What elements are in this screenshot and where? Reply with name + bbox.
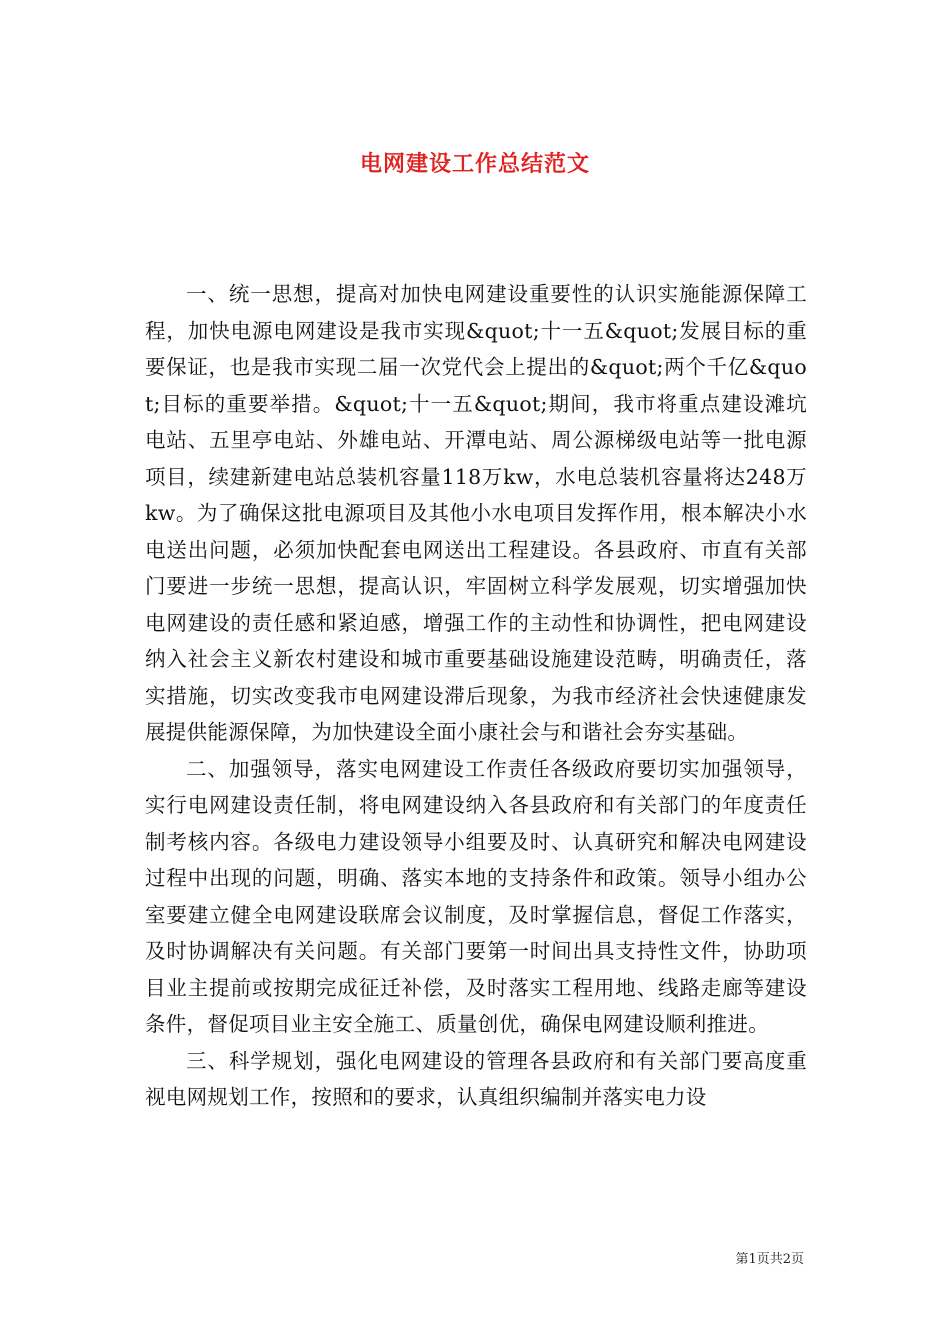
document-body	[145, 276, 807, 1116]
paragraph-3: 三、科学规划，强化电网建设的管理各县政府和有关部门要高度重视电网规划工作，按照和的要求，认真组织编制并落实电力设	[145, 1048, 807, 1109]
page-title: 电网建设工作总结范文	[359, 150, 590, 177]
paragraph-1: 一、统一思想，提高对加快电网建设重要性的认识实施能源保障工程，加快电源电网建设是我市实现&quot;十一五&quot;发展目标的重要保证，也是我市实现二届一次党代会上提出的&quot;两个千亿&quot;目标的重要举措。&quot;十一五&quot;期间，我市将重点建设滩坑电站、五里亭电站、外雄电站、开潭电站、周公源梯级电站等一批电源项目，续建新建电站总装机容量118万kw，水电总装机容量将达248万kw。为了确保这批电源项目及其他小水电项目发挥作用，根本解决小水电送出问题，必须加快配套电网送出工程建设。各县政府、市直有关部门要进一步统一思想，提高认识，牢固树立科学发展观，切实增强加快电网建设的责任感和紧迫感，增强工作的主动性和协调性，把电网建设纳入社会主义新农村建设和城市重要基础设施建设范畴，明确责任，落实措施，切实改变我市电网建设滞后现象，为我市经济社会快速健康发展提供能源保障，为加快建设全面小康社会与和谐社会夯实基础。	[145, 282, 807, 744]
paragraph-2: 二、加强领导，落实电网建设工作责任各级政府要切实加强领导，实行电网建设责任制，将电网建设纳入各县政府和有关部门的年度责任制考核内容。各级电力建设领导小组要及时、认真研究和解决电网建设过程中出现的问题，明确、落实本地的支持条件和政策。领导小组办公室要建立健全电网建设联席会议制度，及时掌握信息，督促工作落实，及时协调解决有关问题。有关部门要第一时间出具支持性文件，协助项目业主提前或按期完成征迁补偿，及时落实工程用地、线路走廊等建设条件，督促项目业主安全施工、质量创优，确保电网建设顺利推进。	[145, 756, 807, 1036]
page-number: 第1页共2页	[735, 1252, 804, 1267]
